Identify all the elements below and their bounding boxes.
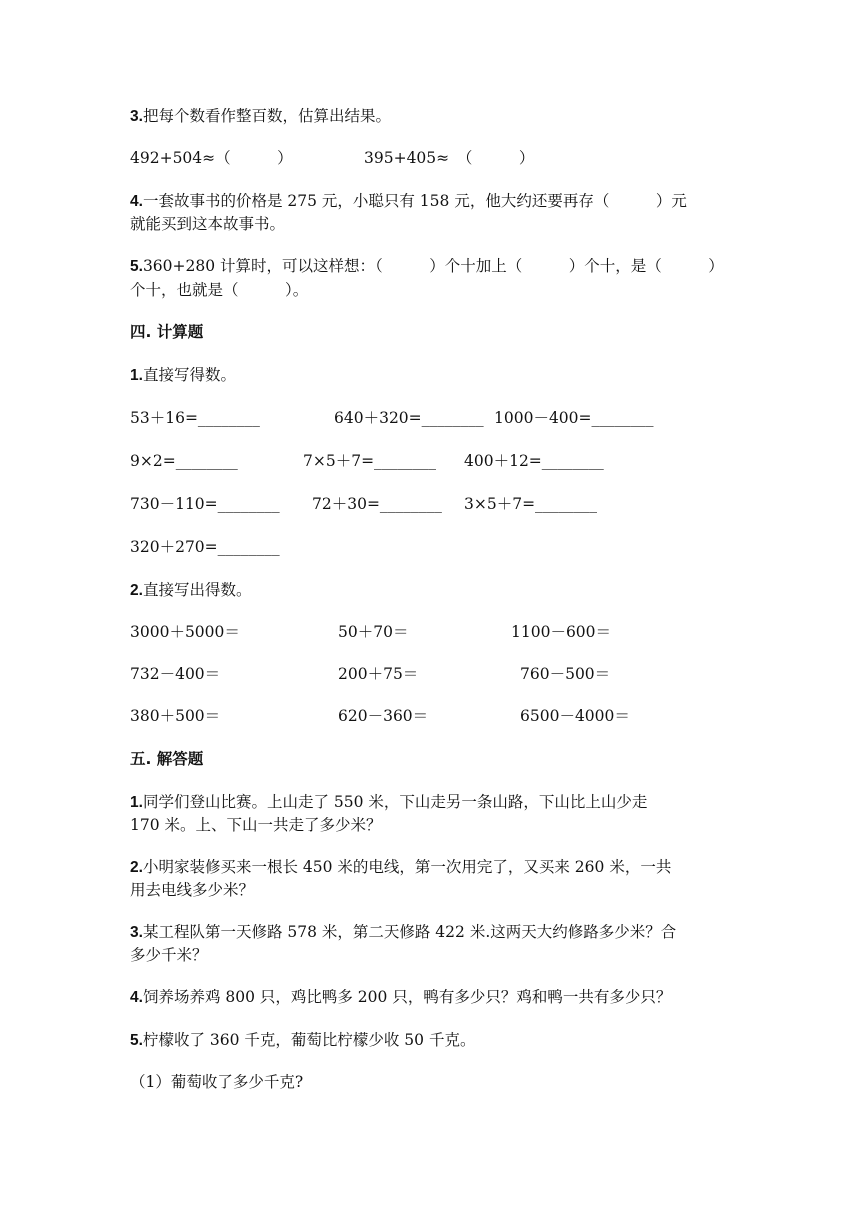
calc-item: 730－110=________ bbox=[130, 495, 280, 513]
calc-item: 3×5＋7=________ bbox=[464, 495, 598, 513]
question-text: 一套故事书的价格是 275 元，小聪只有 158 元，他大约还要再存（ ）元 bbox=[142, 192, 687, 210]
question-5 bbox=[130, 256, 724, 277]
question-number: 4. bbox=[130, 193, 143, 210]
question-3-cont: 多少千米？ bbox=[130, 946, 208, 964]
question-1 bbox=[130, 792, 647, 813]
question-number: 5. bbox=[130, 258, 143, 275]
question-4 bbox=[130, 987, 671, 1008]
question-text: 某工程队第一天修路 578 米，第二天修路 422 米.这两天大约修路多少米？合 bbox=[142, 923, 677, 941]
question-5-cont: 个十，也就是（ ）。 bbox=[130, 281, 309, 299]
question-text: 柠檬收了 360 千克，葡萄比柠檬少收 50 千克。 bbox=[142, 1031, 476, 1049]
calc-item: 732－400＝ bbox=[130, 665, 221, 683]
question-text: 直接写出得数。 bbox=[142, 581, 252, 599]
question-2 bbox=[130, 857, 671, 878]
calc-item: 620－360＝ bbox=[338, 707, 429, 725]
question-2 bbox=[130, 580, 251, 601]
calc-item: 320＋270=________ bbox=[130, 538, 280, 556]
question-1 bbox=[130, 365, 236, 386]
question-text: 把每个数看作整百数，估算出结果。 bbox=[142, 107, 391, 125]
calc-item: 1100－600＝ bbox=[511, 623, 612, 641]
calc-item: 7×5＋7=________ bbox=[303, 452, 437, 470]
calc-item: 400＋12=________ bbox=[464, 452, 604, 470]
calc-item: 72＋30=________ bbox=[312, 495, 442, 513]
calc-item: 9×2=________ bbox=[130, 452, 238, 470]
calc-item: 760－500＝ bbox=[520, 665, 611, 683]
calc-item: 1000－400=________ bbox=[494, 409, 654, 427]
question-text: 同学们登山比赛。上山走了 550 米，下山走另一条山路，下山比上山少走 bbox=[142, 793, 648, 811]
calc-item: 640＋320=________ bbox=[334, 409, 484, 427]
question-number: 4. bbox=[130, 989, 143, 1006]
question-number: 3. bbox=[130, 108, 143, 125]
question-4 bbox=[130, 191, 687, 212]
question-number: 5. bbox=[130, 1032, 143, 1049]
question-number: 1. bbox=[130, 794, 143, 811]
question-1-cont: 170 米。上、下山一共走了多少米？ bbox=[130, 816, 382, 834]
question-3 bbox=[130, 922, 676, 943]
question-number: 3. bbox=[130, 924, 143, 941]
calc-item: 53＋16=________ bbox=[130, 409, 260, 427]
sub-question: （1）葡萄收了多少千克? bbox=[130, 1073, 304, 1091]
section-title: 五. 解答题 bbox=[130, 750, 204, 768]
question-number: 1. bbox=[130, 367, 143, 384]
estimate-item: 492+504≈（ ） bbox=[130, 149, 293, 167]
question-text: 饲养场养鸡 800 只，鸡比鸭多 200 只，鸭有多少只？鸡和鸭一共有多少只？ bbox=[142, 988, 672, 1006]
question-text: 小明家装修买来一根长 450 米的电线，第一次用完了，又买来 260 米，一共 bbox=[142, 858, 672, 876]
question-number: 2. bbox=[130, 859, 143, 876]
estimate-item: 395+405≈ （ ） bbox=[364, 149, 535, 167]
question-text: 直接写得数。 bbox=[142, 366, 236, 384]
question-5 bbox=[130, 1030, 475, 1051]
calc-item: 50＋70＝ bbox=[338, 623, 409, 641]
question-4-cont: 就能买到这本故事书。 bbox=[130, 215, 286, 233]
calc-item: 200＋75＝ bbox=[338, 665, 419, 683]
question-number: 2. bbox=[130, 582, 143, 599]
question-3 bbox=[130, 106, 391, 127]
calc-item: 3000＋5000＝ bbox=[130, 623, 240, 641]
section-title: 四. 计算题 bbox=[130, 323, 204, 341]
question-2-cont: 用去电线多少米？ bbox=[130, 881, 255, 899]
calc-item: 6500－4000＝ bbox=[520, 707, 630, 725]
question-text: 360+280 计算时，可以这样想：（ ）个十加上（ ）个十，是（ ） bbox=[142, 257, 724, 275]
calc-item: 380＋500＝ bbox=[130, 707, 221, 725]
